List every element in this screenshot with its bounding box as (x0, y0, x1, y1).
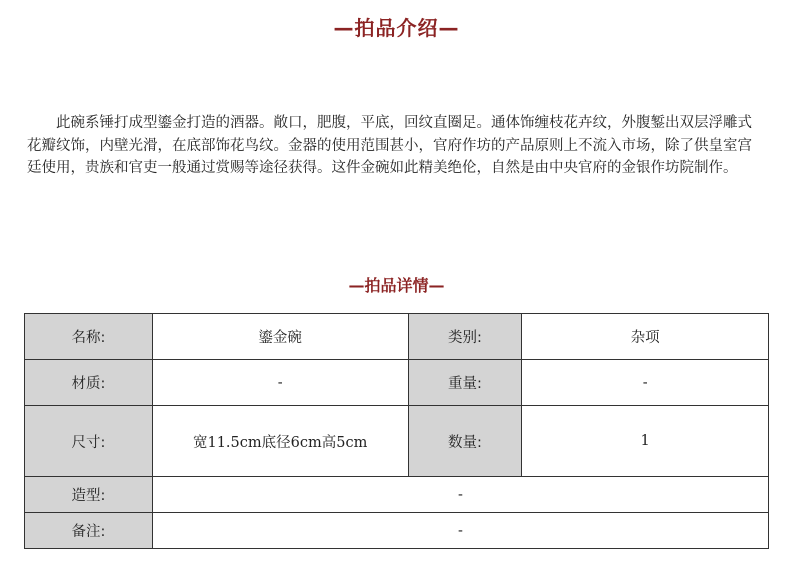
remark-value: - (152, 513, 768, 549)
material-label: 材质: (25, 360, 153, 406)
material-value: - (152, 360, 408, 406)
quantity-value: 1 (522, 406, 769, 477)
shape-label: 造型: (25, 477, 153, 513)
table-row (25, 360, 769, 406)
weight-value: - (522, 360, 769, 406)
table-row (25, 513, 769, 549)
details-table (24, 313, 769, 549)
name-label: 名称: (25, 314, 153, 360)
table-row (25, 406, 769, 477)
category-label: 类别: (408, 314, 522, 360)
intro-title: —拍品介绍— (333, 16, 460, 40)
intro-paragraph: 此碗系锤打成型鎏金打造的酒器。敞口，肥腹，平底，回纹直圈足。通体饰缠枝花卉纹，外腹錾出双层浮雕式花瓣纹饰，内壁光滑，在底部饰花鸟纹。金器的使用范围甚小，官府作坊的产品原则上不流入市场，除了供皇室宫廷使用，贵族和官吏一般通过赏赐等途径获得。这件金碗如此精美绝伦，自然是由中央官府的金银作坊院制作。 (27, 115, 752, 176)
size-value: 宽11.5cm底径6cm高5cm (152, 406, 408, 477)
table-row (25, 477, 769, 513)
details-title: —拍品详情— (348, 276, 445, 295)
shape-value: - (152, 477, 768, 513)
remark-label: 备注: (25, 513, 153, 549)
table-row (25, 314, 769, 360)
category-value: 杂项 (522, 314, 769, 360)
size-label: 尺寸: (25, 406, 153, 477)
quantity-label: 数量: (408, 406, 522, 477)
name-value: 鎏金碗 (152, 314, 408, 360)
weight-label: 重量: (408, 360, 522, 406)
